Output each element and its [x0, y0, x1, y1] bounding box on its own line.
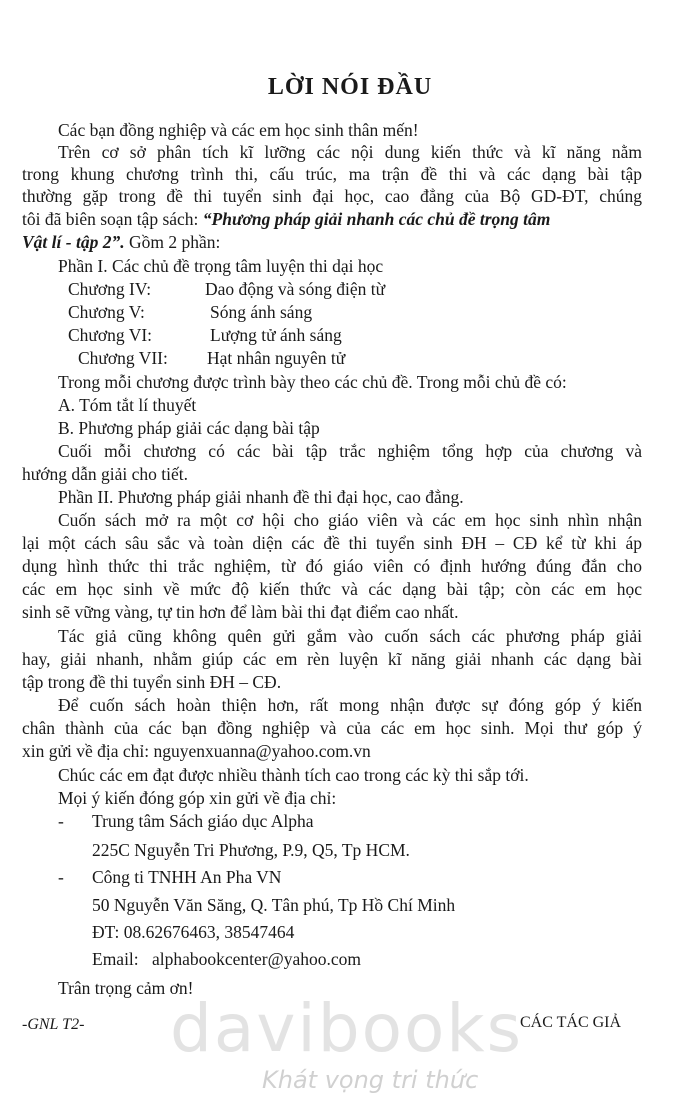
feedback-line-2: chân thành của các bạn đồng nghiệp và của các em học sinh. Mọi thư góp ý	[22, 718, 642, 738]
contact-bullet: -	[58, 867, 64, 887]
end-chapter-line-1: Cuối mỗi chương có các bài tập trắc nghiệm tổng hợp của chương và	[58, 441, 642, 461]
contact-2-name: Công ti TNHH An Pha VN	[92, 867, 282, 887]
opportunity-line-1: Cuốn sách mở ra một cơ hội cho giáo viên và các em học sinh nhìn nhận	[58, 510, 642, 530]
opportunity-line-5: sinh sẽ vững vàng, tự tin hơn để làm bài thi đạt điểm cao nhất.	[22, 602, 459, 622]
chapter-name: Chương VI:	[68, 325, 153, 345]
intro-line-4	[22, 208, 550, 230]
intro-line-4-text: tôi đã biên soạn tập sách:	[22, 209, 203, 229]
watermark-brand: davibooks	[170, 990, 523, 1067]
thanks-text: Trân trọng cảm ơn!	[58, 978, 194, 998]
chapter-name: Chương V:	[68, 302, 145, 322]
book-title-part-1: “Phương pháp giải nhanh các chủ đề trọng tâm	[202, 209, 551, 229]
feedback-line-1: Để cuốn sách hoàn thiện hơn, rất mong nhận được sự đóng góp ý kiến	[58, 695, 642, 715]
book-title-part-2: Vật lí - tập 2”.	[22, 232, 125, 252]
feedback-line-3: xin gửi về địa chỉ: nguyenxuanna@yahoo.com.vn	[22, 741, 371, 761]
authors-note-line-1: Tác giả cũng không quên gửi gắm vào cuốn sách các phương pháp giải	[58, 626, 642, 646]
chapter-topic: Sóng ánh sáng	[210, 302, 313, 322]
chapter-name: Chương VII:	[78, 348, 168, 368]
page-title: LỜI NÓI ĐẦU	[267, 74, 433, 100]
intro-line-3: thường gặp trong đề thi tuyển sinh đại học, cao đẳng của Bộ GD-ĐT, chúng	[22, 186, 642, 206]
contact-1-address: 225C Nguyễn Tri Phương, P.9, Q5, Tp HCM.	[92, 840, 410, 860]
greeting: Các bạn đồng nghiệp và các em học sinh thân mến!	[58, 120, 419, 140]
part-1-heading: Phần I. Các chủ đề trọng tâm luyện thi dại học	[58, 256, 384, 276]
contact-intro: Mọi ý kiến đóng góp xin gửi về địa chỉ:	[58, 788, 337, 808]
signature: CÁC TÁC GIẢ	[520, 1014, 622, 1031]
part-2-heading: Phần II. Phương pháp giải nhanh đề thi đại học, cao đẳng.	[58, 487, 464, 507]
intro-line-5	[22, 231, 220, 253]
intro-line-2: trong khung chương trình thi, cấu trúc, ma trận đề thi và các dạng bài tập	[22, 164, 642, 184]
opportunity-line-3: dụng hình thức thi trắc nghiệm, từ đó giáo viên có định hướng đúng đắn cho	[22, 556, 642, 576]
opportunity-line-2: lại một cách sâu sắc và toàn diện các đề thi tuyển sinh ĐH – CĐ kể từ khi áp	[22, 533, 642, 553]
wish-text: Chúc các em đạt được nhiều thành tích cao trong các kỳ thi sắp tới.	[58, 765, 529, 785]
contact-2-phone: ĐT: 08.62676463, 38547464	[92, 922, 295, 942]
chapter-topic: Lượng tử ánh sáng	[210, 325, 342, 345]
list-item-a: A. Tóm tắt lí thuyết	[58, 395, 197, 415]
end-chapter-line-2: hướng dẫn giải cho tiết.	[22, 464, 188, 484]
intro-line-1: Trên cơ sở phân tích kĩ lưỡng các nội dung kiến thức và kĩ năng nằm	[58, 142, 642, 162]
chapter-topic: Dao động và sóng điện từ	[205, 279, 386, 299]
authors-note-line-3: tập trong đề thi tuyển sinh ĐH – CĐ.	[22, 672, 282, 692]
chapter-topic: Hạt nhân nguyên tử	[207, 348, 346, 368]
contact-1-name: Trung tâm Sách giáo dục Alpha	[92, 811, 314, 831]
intro-line-5-text: Gồm 2 phần:	[124, 232, 221, 252]
page-footer: -GNL T2-	[22, 1016, 85, 1033]
opportunity-line-4: các em học sinh về mức độ kiến thức và các dạng bài tập; còn các em học	[22, 579, 642, 599]
watermark-slogan: Khát vọng tri thức	[262, 1066, 479, 1094]
email-address: alphabookcenter@yahoo.com	[152, 949, 362, 969]
chapter-structure-text: Trong mỗi chương được trình bày theo các chủ đề. Trong mỗi chủ đề có:	[58, 372, 567, 392]
email-label: Email:	[92, 949, 139, 969]
list-item-b: B. Phương pháp giải các dạng bài tập	[58, 418, 320, 438]
chapter-name: Chương IV:	[68, 279, 152, 299]
contact-bullet: -	[58, 811, 64, 831]
authors-note-line-2: hay, giải nhanh, nhằm giúp các em rèn luyện kĩ năng giải nhanh các dạng bài	[22, 649, 642, 669]
contact-2-address: 50 Nguyễn Văn Săng, Q. Tân phú, Tp Hồ Chí Minh	[92, 895, 456, 915]
